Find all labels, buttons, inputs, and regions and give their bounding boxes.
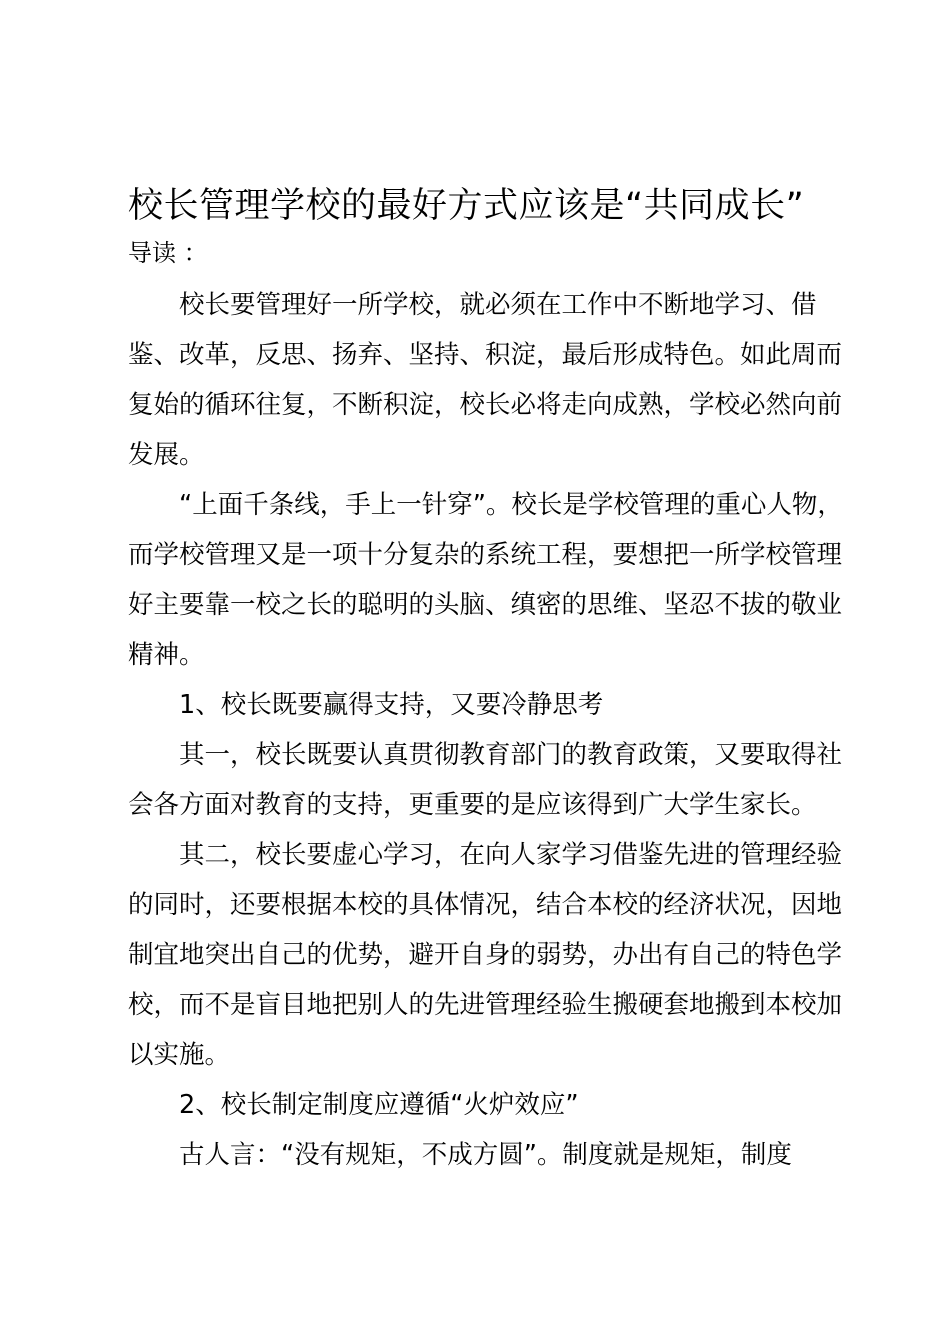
document-title: 校长管理学校的最好方式应该是“共同成长” — [128, 186, 805, 226]
paragraph: “上面千条线，手上一针穿”。校长是学校管理的重心人物，而学校管理又是一项十分复杂的系统工程，要想把一所学校管理好主要靠一校之长的聪明的头脑、缜密的思维、坚忍不拔的敬业精神。 — [128, 490, 843, 670]
section-heading: 2、校长制定制度应遵循“火炉效应” — [179, 1090, 579, 1120]
paragraph: 古人言：“没有规矩，不成方圆”。制度就是规矩，制度 — [179, 1140, 792, 1170]
document-body — [128, 280, 858, 1180]
paragraph: 其二，校长要虚心学习，在向人家学习借鉴先进的管理经验的同时，还要根据本校的具体情况，结合本校的经济状况，因地制宜地突出自己的优势，避开自身的弱势，办出有自己的特色学校，而不是盲目地把别人的先进管理经验生搬硬套地搬到本校加以实施。 — [128, 840, 843, 1070]
paragraph: 校长要管理好一所学校，就必须在工作中不断地学习、借鉴、改革，反思、扬弃、坚持、积淀，最后形成特色。如此周而复始的循环往复，不断积淀，校长必将走向成熟，学校必然向前发展。 — [128, 290, 843, 470]
section-heading: 1、校长既要赢得支持，又要冷静思考 — [179, 690, 604, 720]
document-subtitle: 导读 ： — [128, 239, 208, 267]
paragraph: 其一，校长既要认真贯彻教育部门的教育政策，又要取得社会各方面对教育的支持，更重要的是应该得到广大学生家长。 — [128, 740, 843, 820]
